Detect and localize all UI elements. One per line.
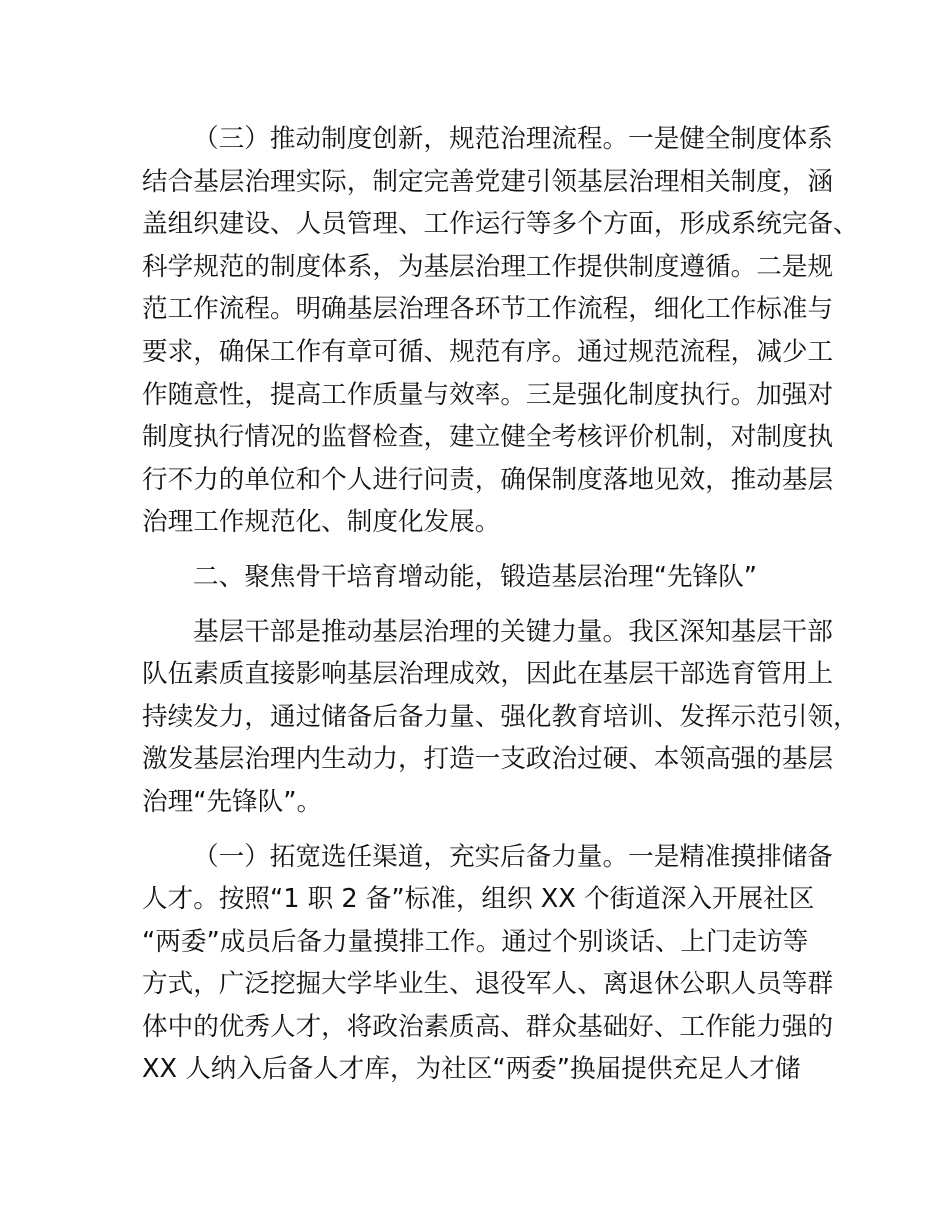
section-heading — [142, 556, 832, 599]
text-line: 激发基层治理内生动力，打造一支政治过硬、本领高强的基层 — [142, 744, 834, 775]
text-line: 作随意性，提高工作质量与效率。三是强化制度执行。加强对 — [142, 379, 834, 410]
text-line: 方式，广泛挖掘大学毕业生、退役军人、离退休公职人员等群 — [142, 969, 834, 1000]
text-line: 基层干部是推动基层治理的关键力量。我区深知基层干部 — [193, 616, 833, 647]
text-line: 制度执行情况的监督检查，建立健全考核评价机制，对制度执 — [142, 422, 834, 453]
paragraph-cadre-overview — [142, 611, 859, 824]
text-line: （三）推动制度创新，规范治理流程。一是健全制度体系 — [193, 124, 833, 154]
text-line: 队伍素质直接影响基层治理成效，因此在基层干部选育管用上 — [142, 659, 834, 690]
document-page — [142, 118, 859, 1091]
text-line: 体中的优秀人才，将政治素质高、群众基础好、工作能力强的 — [142, 1011, 834, 1042]
text-line: XX 人纳入后备人才库，为社区“两委”换届提供充足人才储 — [142, 1054, 801, 1085]
text-line: 持续发力，通过储备后备力量、强化教育培训、发挥示范引领， — [142, 701, 859, 732]
paragraph-reserve-talent — [142, 836, 832, 1092]
text-line: 治理“先锋队”。 — [142, 786, 323, 817]
paragraph-institution-innovation — [142, 118, 859, 544]
text-line: 人才。按照“1 职 2 备”标准，组织 XX 个街道深入开展社区 — [142, 884, 815, 915]
text-line: “两委”成员后备力量摸排工作。通过个别谈话、上门走访等 — [142, 926, 809, 957]
text-line: 治理工作规范化、制度化发展。 — [142, 507, 501, 538]
text-line: （一）拓宽选任渠道，充实后备力量。一是精准摸排储备 — [193, 841, 833, 872]
text-line: 结合基层治理实际，制定完善党建引领基层治理相关制度，涵 — [142, 166, 834, 197]
text-line: 行不力的单位和个人进行问责，确保制度落地见效，推动基层 — [142, 464, 834, 495]
text-line: 要求，确保工作有章可循、规范有序。通过规范流程，减少工 — [142, 336, 834, 367]
text-line: 范工作流程。明确基层治理各环节工作流程，细化工作标准与 — [142, 294, 834, 325]
text-line: 盖组织建设、人员管理、工作运行等多个方面，形成系统完备、 — [142, 209, 859, 240]
heading-text: 二、聚焦骨干培育增动能，锻造基层治理“先锋队” — [193, 561, 757, 592]
text-line: 科学规范的制度体系，为基层治理工作提供制度遵循。二是规 — [142, 251, 834, 282]
